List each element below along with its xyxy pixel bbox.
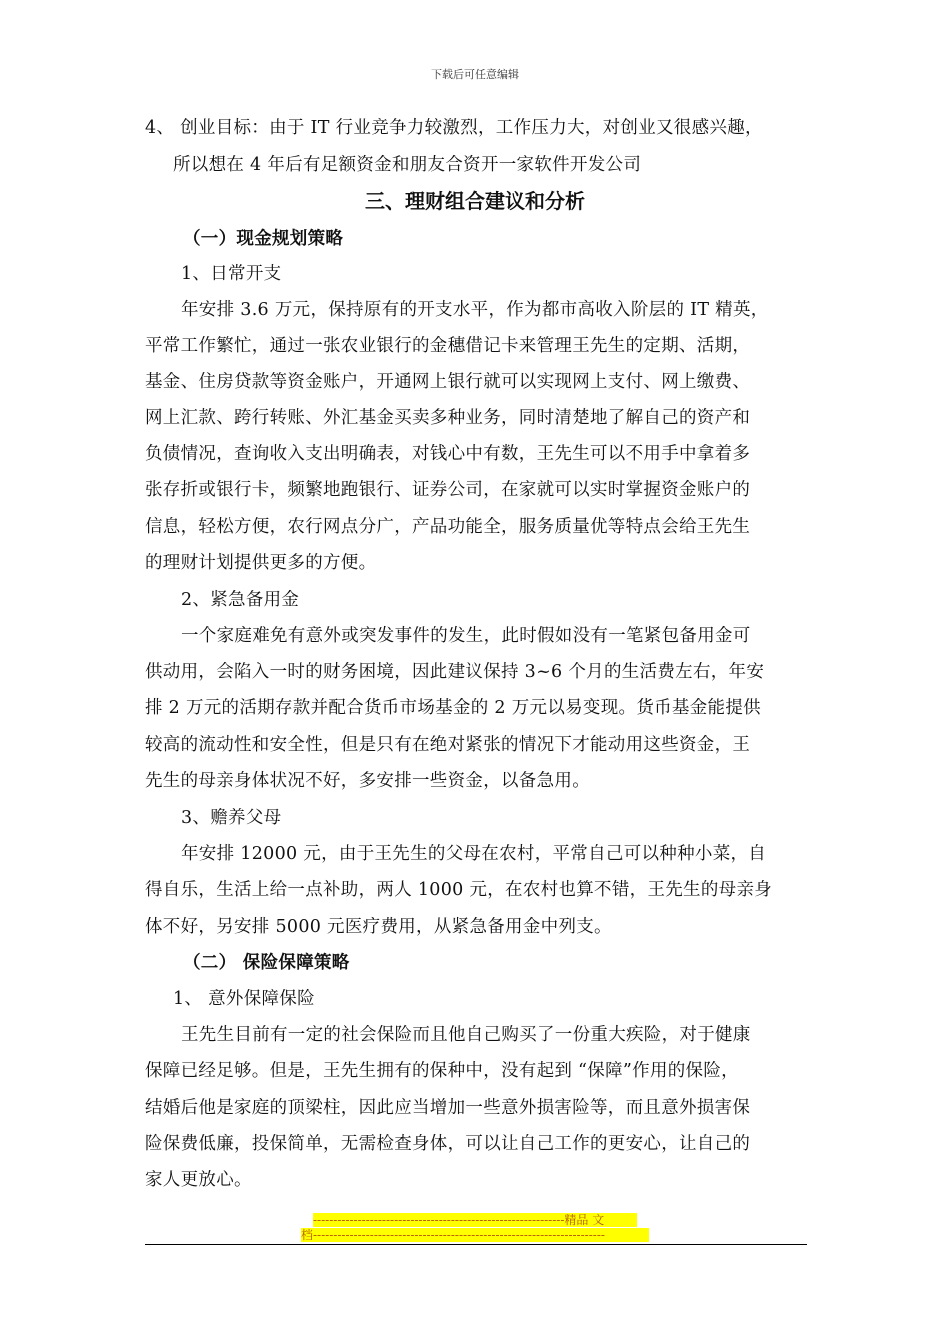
footer-watermark-line2: 档------------------------------------------------------------------------ [301,1228,649,1242]
paragraph-line: 得自乐，生活上给一点补助，两人 1000 元，在农村也算不错，王先生的母亲身 [145,880,773,900]
paragraph-line: 一个家庭难免有意外或突发事件的发生，此时假如没有一笔紧包备用金可 [181,626,751,646]
paragraph-line: 险保费低廉，投保简单，无需检查身体，可以让自己工作的更安心，让自己的 [145,1134,751,1154]
paragraph-line: 排 2 万元的活期存款并配合货币市场基金的 2 万元以易变现。货币基金能提供 [145,698,761,718]
item-heading: 1、 意外保障保险 [173,989,315,1009]
paragraph-line: 张存折或银行卡，频繁地跑银行、证券公司，在家就可以实时掌握资金账户的 [145,480,751,500]
paragraph-line: 的理财计划提供更多的方便。 [145,553,377,573]
paragraph-line: 4、 创业目标：由于 IT 行业竞争力较激烈，工作压力大，对创业又很感兴趣， [145,118,763,138]
paragraph-line: 年安排 12000 元，由于王先生的父母在农村，平常自己可以种种小菜，自 [181,844,767,864]
paragraph-line: 家人更放心。 [145,1170,252,1190]
paragraph-line: 所以想在 4 年后有足额资金和朋友合资开一家软件开发公司 [173,155,642,175]
item-heading: 1、日常开支 [181,264,282,284]
paragraph-line: 信息，轻松方便，农行网点分广，产品功能全，服务质量优等特点会给王先生 [145,517,751,537]
paragraph-line: 供动用，会陷入一时的财务困境，因此建议保持 3~6 个月的生活费左右，年安 [145,662,765,682]
item-heading: 2、紧急备用金 [181,590,300,610]
footer-divider [145,1244,807,1245]
paragraph-line: 保障已经足够。但是，王先生拥有的保种中，没有起到 “保障”作用的保险， [145,1061,739,1081]
section-title: 三、理财组合建议和分析 [365,189,585,213]
paragraph-line: 基金、住房贷款等资金账户，开通网上银行就可以实现网上支付、网上缴费、 [145,372,751,392]
subsection-heading: （二） 保险保障策略 [183,953,350,973]
footer-watermark-line1: --------------------------------------------------------------精品 文 [313,1213,637,1227]
paragraph-line: 先生的母亲身体状况不好，多安排一些资金，以备急用。 [145,771,590,791]
paragraph-line: 年安排 3.6 万元，保持原有的开支水平，作为都市高收入阶层的 IT 精英， [181,300,769,320]
paragraph-line: 负债情况，查询收入支出明确表，对钱心中有数，王先生可以不用手中拿着多 [145,444,751,464]
paragraph-line: 网上汇款、跨行转账、外汇基金买卖多种业务，同时清楚地了解自己的资产和 [145,408,751,428]
page-header-note: 下载后可任意编辑 [431,68,519,81]
paragraph-line: 结婚后他是家庭的顶梁柱，因此应当增加一些意外损害险等，而且意外损害保 [145,1098,751,1118]
item-heading: 3、赡养父母 [181,808,282,828]
subsection-heading: （一）现金规划策略 [183,229,344,249]
paragraph-line: 体不好，另安排 5000 元医疗费用，从紧急备用金中列支。 [145,917,612,937]
paragraph-line: 平常工作繁忙，通过一张农业银行的金穗借记卡来管理王先生的定期、活期， [145,336,751,356]
paragraph-line: 王先生目前有一定的社会保险而且他自己购买了一份重大疾险，对于健康 [181,1025,751,1045]
paragraph-line: 较高的流动性和安全性，但是只有在绝对紧张的情况下才能动用这些资金，王 [145,735,751,755]
